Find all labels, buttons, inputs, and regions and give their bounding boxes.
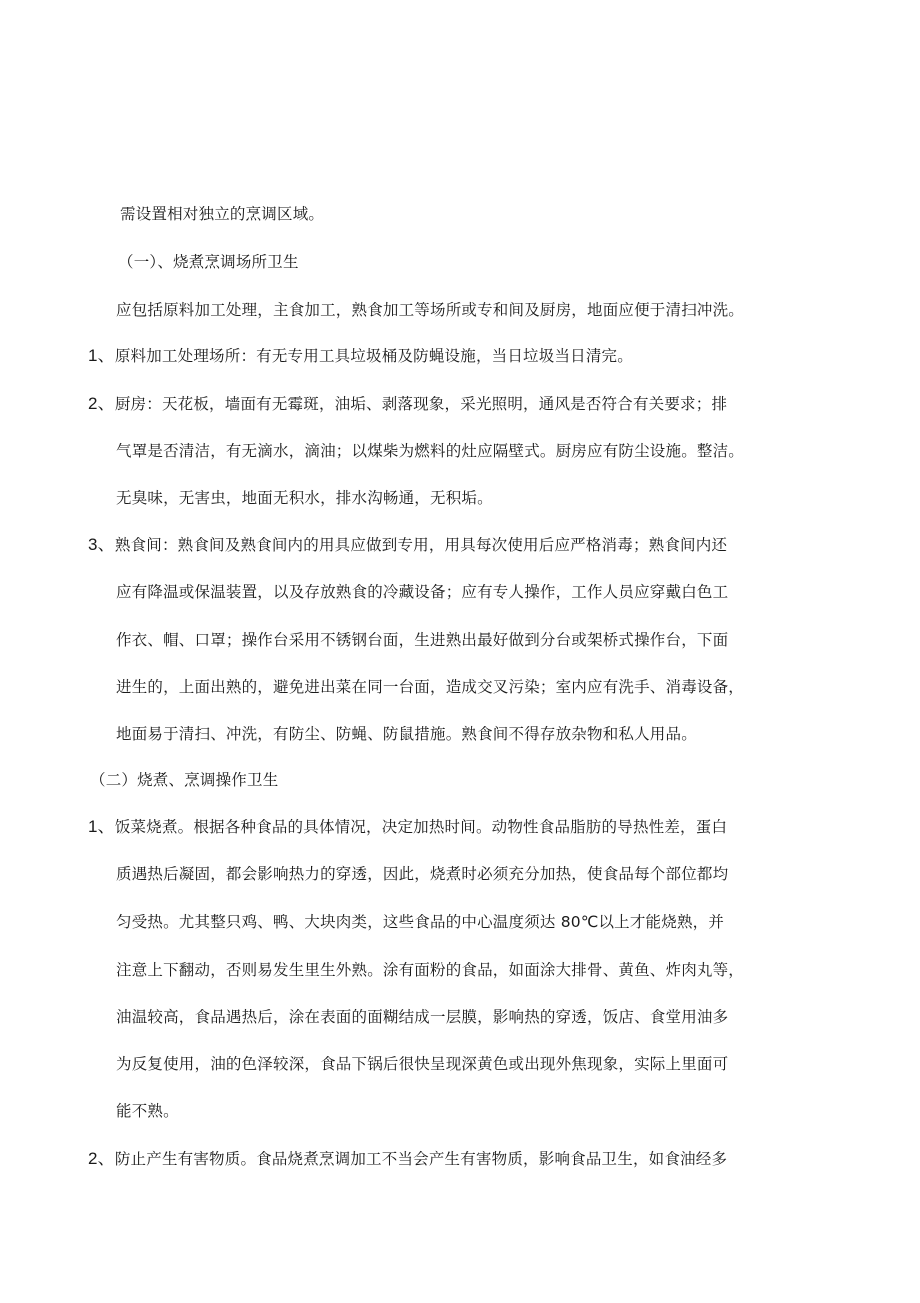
text-line: 需设置相对独立的烹调区域。 <box>120 205 325 223</box>
list-item <box>88 394 727 414</box>
list-item <box>88 1149 727 1169</box>
list-number: 3、 <box>88 535 115 554</box>
text-line: 作衣、帽、口罩；操作台采用不锈钢台面，生进熟出最好做到分台或架桥式操作台，下面 <box>116 631 729 649</box>
text-line: 注意上下翻动，否则易发生里生外熟。涂有面粉的食品，如面涂大排骨、黄鱼、炸肉丸等， <box>116 961 745 979</box>
section-heading: （一）、烧煮烹调场所卫生 <box>118 253 299 271</box>
text-line: 为反复使用，油的色泽较深，食品下锅后很快呈现深黄色或出现外焦现象，实际上里面可 <box>116 1055 729 1073</box>
list-number: 2、 <box>88 394 115 413</box>
list-number: 1、 <box>88 817 115 836</box>
list-number: 2、 <box>88 1149 115 1168</box>
list-item <box>88 817 727 837</box>
list-number: 1、 <box>88 346 115 365</box>
text-line: 质遇热后凝固，都会影响热力的穿透，因此，烧煮时必须充分加热，使食品每个部位都均 <box>116 865 729 883</box>
list-text: 原料加工处理场所：有无专用工具垃圾桶及防蝇设施，当日垃圾当日清完。 <box>114 347 633 365</box>
list-item <box>88 535 727 555</box>
text-line: 气罩是否清洁，有无滴水，滴油；以煤柴为燃料的灶应隔壁式。厨房应有防尘设施。整洁。 <box>116 442 745 460</box>
text-line: 应包括原料加工处理，主食加工，熟食加工等场所或专和间及厨房，地面应便于清扫冲洗。 <box>116 301 745 319</box>
text-line: 能不熟。 <box>116 1102 179 1120</box>
list-text: 防止产生有害物质。食品烧煮烹调加工不当会产生有害物质，影响食品卫生，如食油经多 <box>114 1150 728 1168</box>
list-text: 饭菜烧煮。根据各种食品的具体情况，决定加热时间。动物性食品脂肪的导热性差，蛋白 <box>114 818 728 836</box>
text-line: 进生的，上面出熟的，避免进出菜在同一台面，造成交叉污染；室内应有洗手、消毒设备， <box>116 678 745 696</box>
text-line: 地面易于清扫、冲洗，有防尘、防蝇、防鼠措施。熟食间不得存放杂物和私人用品。 <box>116 725 697 743</box>
text-line: 应有降温或保温装置，以及存放熟食的冷藏设备；应有专人操作，工作人员应穿戴白色工 <box>116 583 729 601</box>
text-line: 油温较高，食品遇热后，涂在表面的面糊结成一层膜，影响热的穿透，饭店、食堂用油多 <box>116 1008 729 1026</box>
list-item <box>88 346 633 366</box>
text-line: 无臭味，无害虫，地面无积水，排水沟畅通，无积垢。 <box>116 489 493 507</box>
list-text: 熟食间：熟食间及熟食间内的用具应做到专用，用具每次使用后应严格消毒；熟食间内还 <box>114 536 728 554</box>
section-heading: （二）烧煮、烹调操作卫生 <box>90 771 279 789</box>
list-text: 厨房：天花板，墙面有无霉斑，油垢、剥落现象，采光照明，通风是否符合有关要求；排 <box>114 395 728 413</box>
text-line: 匀受热。尤其整只鸡、鸭、大块肉类，这些食品的中心温度须达 80℃以上才能烧熟，并 <box>116 913 725 931</box>
